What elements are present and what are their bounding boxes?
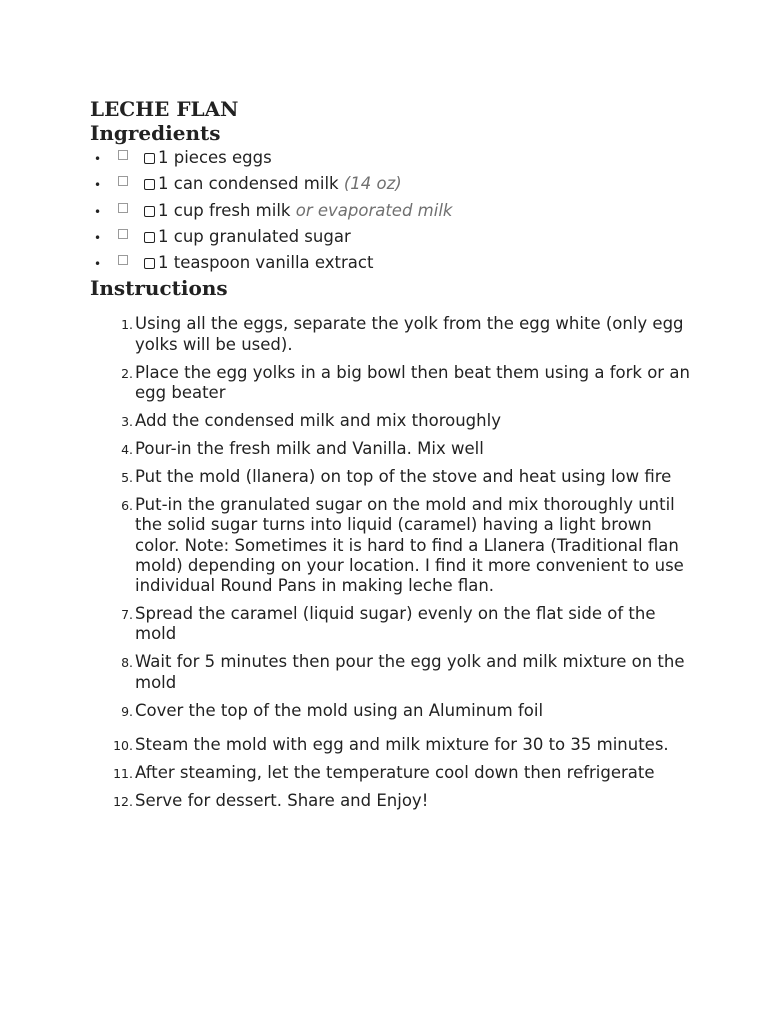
recipe-title: LECHE FLAN: [90, 97, 239, 121]
square-icon: [144, 232, 155, 243]
instruction-step: [90, 652, 690, 693]
step-number: 9.: [121, 703, 133, 719]
ingredient-note: or evaporated milk: [295, 200, 453, 220]
checkbox-icon[interactable]: [118, 203, 128, 213]
instruction-step: [90, 314, 690, 355]
bullet-icon: •: [94, 257, 102, 272]
bullet-icon: •: [94, 230, 102, 245]
step-number: 3.: [121, 414, 133, 430]
instruction-step: [90, 363, 690, 404]
recipe-document: [90, 97, 690, 819]
step-text: Steam the mold with egg and milk mixture for 30 to 35 minutes.: [135, 735, 669, 755]
step-number: 11.: [113, 766, 133, 782]
step-number: 6.: [121, 498, 133, 513]
step-text: Spread the caramel (liquid sugar) evenly on the flat side of the mold: [135, 604, 656, 644]
step-text: Place the egg yolks in a big bowl then beat them using a fork or an egg beater: [135, 362, 690, 403]
ingredients-heading: Ingredients: [90, 121, 221, 145]
instruction-step: [90, 791, 690, 811]
step-number: 10.: [113, 738, 133, 754]
instruction-step: [90, 495, 690, 596]
step-text: Wait for 5 minutes then pour the egg yolk and milk mixture on the mold: [135, 652, 685, 692]
step-number: 1.: [121, 317, 133, 333]
step-text: Serve for dessert. Share and Enjoy!: [135, 791, 429, 810]
ingredient-text: 1 can condensed milk: [158, 174, 339, 194]
step-text: Pour-in the fresh milk and Vanilla. Mix well: [135, 439, 484, 459]
step-text: Add the condensed milk and mix thoroughly: [135, 411, 501, 431]
instructions-heading: Instructions: [90, 276, 228, 301]
checkbox-icon[interactable]: [118, 255, 128, 265]
ingredient-item: [90, 250, 690, 276]
step-text: After steaming, let the temperature cool down then refrigerate: [135, 763, 655, 783]
step-number: 5.: [121, 470, 133, 486]
square-icon: [144, 153, 155, 164]
checkbox-icon[interactable]: [118, 150, 128, 160]
step-text: Cover the top of the mold using an Aluminum foil: [135, 700, 544, 720]
ingredient-item: [90, 145, 690, 171]
step-number: 12.: [113, 794, 133, 809]
instruction-step: [90, 701, 690, 721]
instruction-step: [90, 411, 690, 431]
ingredient-item: [90, 171, 690, 197]
bullet-icon: •: [94, 204, 102, 219]
step-text: Put the mold (llanera) on top of the stove and heat using low fire: [135, 467, 672, 487]
ingredient-text: 1 pieces eggs: [158, 148, 272, 167]
instruction-step: [90, 604, 690, 645]
step-number: 4.: [121, 442, 133, 458]
square-icon: [144, 179, 155, 190]
bullet-icon: •: [94, 178, 102, 193]
step-number: 2.: [121, 365, 133, 381]
checkbox-icon[interactable]: [118, 229, 128, 239]
instructions-list: [90, 314, 690, 811]
ingredients-list: [90, 145, 690, 276]
step-number: 8.: [121, 655, 133, 671]
square-icon: [144, 206, 155, 217]
instruction-step: [90, 439, 690, 459]
ingredient-item: [90, 198, 690, 224]
step-text: Put-in the granulated sugar on the mold and mix thoroughly until the solid sugar turns into liquid (caramel) having a light brown color. Note: Sometimes it is hard to find a Llanera (Traditional flan mold) depending on your location. I find it more convenient to use individual Round Pans in making leche flan.: [135, 495, 684, 596]
step-text: Using all the eggs, separate the yolk from the egg white (only egg yolks will be used).: [135, 314, 684, 354]
checkbox-icon[interactable]: [118, 176, 128, 186]
instruction-step: [90, 735, 690, 755]
instruction-step: [90, 763, 690, 783]
instruction-step: [90, 467, 690, 487]
ingredient-note: (14 oz): [343, 174, 402, 194]
ingredient-text: 1 cup fresh milk: [158, 200, 291, 220]
bullet-icon: •: [94, 152, 102, 166]
step-number: 7.: [121, 607, 133, 623]
ingredient-text: 1 cup granulated sugar: [158, 226, 351, 246]
ingredient-item: [90, 224, 690, 250]
ingredient-text: 1 teaspoon vanilla extract: [158, 253, 374, 273]
square-icon: [144, 258, 155, 269]
